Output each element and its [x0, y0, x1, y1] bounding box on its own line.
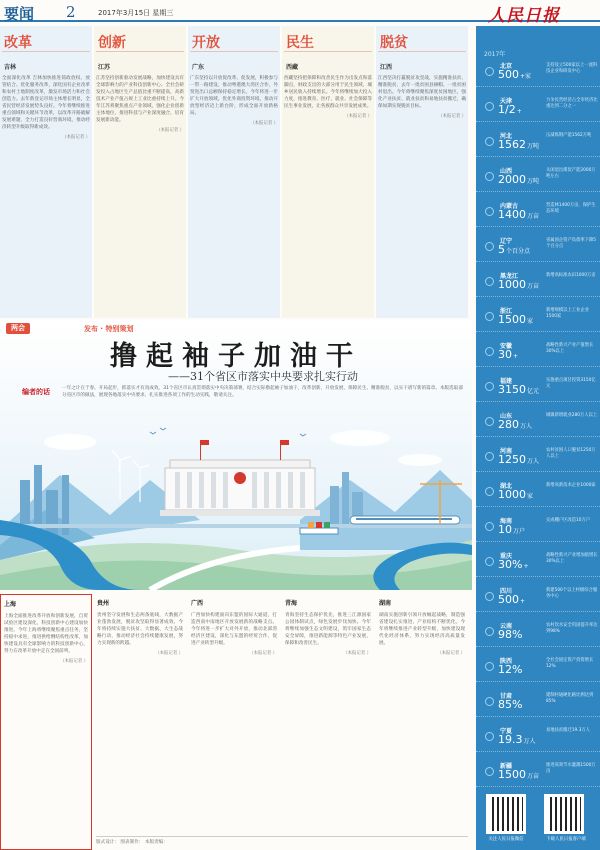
stats-list-item	[476, 583, 600, 612]
article-source: （本报记者 ）	[343, 651, 371, 656]
province-name: 山东	[500, 413, 513, 420]
province-label: 江西	[380, 64, 393, 71]
rail-bridge	[0, 524, 472, 528]
section-flag: 两会	[6, 323, 30, 334]
stat-value: 500	[498, 68, 519, 81]
stat-description: 完成棚户区改造10万户	[546, 518, 591, 523]
province-name: 海南	[500, 518, 513, 525]
stat-description: 营造林1400万亩，保护生态环境	[546, 203, 596, 214]
stat-unit: +家	[520, 73, 532, 80]
province-name: 福建	[500, 378, 513, 385]
province-name: 河北	[500, 133, 513, 140]
stat-description: 新增规模以上工业企业1500家	[546, 308, 589, 319]
stat-value-group	[498, 698, 523, 711]
stat-value: 1400	[498, 208, 526, 221]
stat-unit: 家	[527, 318, 534, 325]
stat-value-group	[498, 733, 536, 746]
province-label: 上海	[4, 601, 17, 608]
stat-value: 98%	[498, 628, 523, 641]
province-label: 湖南	[379, 600, 392, 607]
stat-value-group	[498, 523, 525, 536]
stats-list-item	[476, 618, 600, 647]
stat-value-group	[498, 383, 539, 396]
masthead	[0, 0, 600, 26]
stat-value-group	[498, 593, 525, 606]
province-name: 河南	[500, 448, 513, 455]
circle-icon	[485, 137, 494, 146]
stats-list-item	[476, 373, 600, 402]
article-source: （本报记者 ）	[438, 114, 466, 119]
column-heading: 改革	[2, 26, 90, 52]
subheadline: ——31个省区市落实中央要求扎实行动	[168, 370, 358, 383]
article-body: 贵州坚守发展和生态两条底线，大数据产业蓬勃发展，脱贫攻坚取得显著成效。今年将持续实施大扶贫、大数据、大生态战略行动，推动经济社会持续健康发展，努力实现新的跨越。	[97, 613, 183, 646]
headline: 撸起袖子加油干	[110, 341, 362, 372]
feature-banner	[0, 320, 472, 590]
stat-value: 85%	[498, 698, 523, 711]
column-hunan	[376, 594, 468, 850]
circle-icon	[485, 697, 494, 706]
stat-value-group	[498, 558, 528, 571]
stats-list-item	[476, 408, 600, 437]
stat-value: 1562	[498, 138, 526, 151]
province-name: 云南	[500, 623, 513, 630]
circle-icon	[485, 487, 494, 496]
stat-unit: 万人	[520, 423, 533, 430]
stats-list-item	[476, 548, 600, 577]
province-name: 安徽	[500, 343, 513, 350]
province-name: 黑龙江	[500, 273, 519, 280]
stat-unit: 万亩	[527, 283, 540, 290]
qr-label: 下载人民日报客户端	[546, 837, 586, 842]
column-heading: 开放	[190, 26, 278, 52]
province-label: 西藏	[286, 64, 299, 71]
circle-icon	[485, 417, 494, 426]
article-body: 湖南实施创新引领开放崛起战略，制造强省建设扎实推进，产业结构不断优化。今年将继续推进产业转型升级，加快建设现代化经济体系，努力实现经济高质量发展。	[379, 613, 465, 646]
mountain-right	[300, 470, 472, 550]
province-name: 新疆	[500, 763, 513, 770]
stat-unit: +	[520, 598, 526, 605]
stat-value: 1000	[498, 488, 526, 501]
credits-line: 版式设计： 图表制作： 本版责编：	[96, 836, 468, 845]
circle-icon	[485, 627, 494, 636]
province-label: 广东	[192, 64, 205, 71]
qr-codes	[480, 794, 596, 846]
stats-list-item	[476, 478, 600, 507]
stats-list-item	[476, 653, 600, 682]
stat-value: 5	[498, 243, 505, 256]
province-name: 四川	[500, 588, 513, 595]
province-stats-sidebar	[476, 26, 600, 850]
article-source: （本报记者 ）	[62, 135, 90, 140]
stats-list-item	[476, 758, 600, 787]
article-body: 江西坚决打赢脱贫攻坚战，实施精准扶贫、精准脱贫，去年一批贫困县摘帽、一批贫困村退出。今年将继续聚焦深度贫困地区，强化产业扶贫、就业扶贫和易地扶贫搬迁，确保如期实现脱贫目标。	[378, 76, 466, 109]
column-heading: 创新	[96, 26, 184, 52]
qr-label: 关注人民日报微信	[488, 837, 524, 842]
stat-description: 建制村通硬化路比例达到85%	[546, 693, 594, 704]
stat-value-group	[498, 208, 539, 221]
article-source: （本报记者 ）	[155, 651, 183, 656]
stat-value-group	[498, 348, 518, 361]
stats-list-item	[476, 93, 600, 122]
stat-description: 战略性新兴产业增加值增长30%以上	[546, 553, 598, 564]
stat-value-group	[498, 278, 539, 291]
province-name: 甘肃	[500, 693, 513, 700]
stat-value-group	[498, 313, 533, 326]
circle-icon	[485, 732, 494, 741]
stat-value: 19.3	[498, 733, 523, 746]
red-flag-icon	[200, 440, 289, 460]
stat-unit: 万亩	[527, 213, 540, 220]
circle-icon	[485, 767, 494, 776]
province-label: 广西	[191, 600, 204, 607]
province-name: 宁夏	[500, 728, 513, 735]
article-body: 广东坚持以开放促改革、促发展，积极参与一带一路建设，推动粤港澳大湾区合作，外贸进出口总额保持稳定增长。今年将进一步扩大开放领域，优化外商投资环境，推动开放型经济迈上新台阶，形成全面开放新格局。	[190, 76, 278, 116]
article-body: 上海全面推进改革开放和创新发展，自贸试验区建设深化，科技创新中心建设加快推进。今年上海将继续聚焦重点任务，坚持稳中求进，推进供给侧结构性改革，加快建设具有全球影响力的科技创新中心，努力在改革开放中走在全国前列。	[4, 614, 88, 654]
stat-description: 新增高新技术企业1000家	[546, 483, 596, 488]
stat-unit: +	[516, 108, 522, 115]
column-innovation	[94, 26, 186, 318]
qr-code-icon[interactable]	[544, 794, 584, 834]
stat-unit: 万亩	[527, 773, 540, 780]
stat-value: 12%	[498, 663, 523, 676]
column-reform	[0, 26, 92, 318]
circle-icon	[485, 242, 494, 251]
column-heading: 民生	[284, 26, 372, 52]
qr-code-icon[interactable]	[486, 794, 526, 834]
column-guizhou	[94, 594, 186, 850]
stat-unit: 万人	[523, 738, 536, 745]
stat-value: 500	[498, 593, 519, 606]
stats-list-item	[476, 723, 600, 752]
stat-unit: 万人	[527, 458, 540, 465]
stat-value-group	[498, 453, 539, 466]
stat-value-group	[498, 663, 523, 676]
article-body: 江苏坚持创新驱动发展战略，加快建设具有全球影响力的产业科技创新中心。全社会研发投入占地区生产总值比重不断提高，高新技术产业产值占规上工业比重持续上升。今年江苏将聚焦重点产业领域，强化企业创新主体地位，推进科技与产业深度融合，培育发展新动能。	[96, 76, 184, 123]
circle-icon	[485, 277, 494, 286]
province-name: 北京	[500, 63, 513, 70]
stat-description: 压减炼钢产能1562万吨	[546, 133, 592, 138]
stats-list-item	[476, 443, 600, 472]
stats-list-item	[476, 513, 600, 542]
article-body: 青海坚持生态保护优先，推进三江源国家公园体制试点，绿色发展步伐加快。今年将继续加强生态文明建设，筑牢国家生态安全屏障，推进新能源等特色产业发展，保障和改善民生。	[285, 613, 371, 646]
province-label: 吉林	[4, 64, 17, 71]
stats-list-item	[476, 268, 600, 297]
stat-description: 力争民营经济占全市经济比重达到二分之一	[546, 98, 598, 109]
article-source: （本报记者 ）	[60, 659, 88, 664]
circle-icon	[485, 347, 494, 356]
stats-list-item	[476, 303, 600, 332]
stat-description: 易地扶贫搬迁19.3万人	[546, 728, 590, 733]
circle-icon	[485, 522, 494, 531]
stats-list-item	[476, 688, 600, 717]
stat-value: 1250	[498, 453, 526, 466]
stat-description: 新建500个以上村级综合服务中心	[546, 588, 598, 599]
province-label: 贵州	[97, 600, 110, 607]
stat-value-group	[498, 768, 539, 781]
stat-value: 30%	[498, 558, 523, 571]
stat-value: 10	[498, 523, 512, 536]
sidebar-year: 2017年	[484, 51, 506, 58]
stat-value: 1/2	[498, 103, 516, 116]
stat-value: 280	[498, 418, 519, 431]
stats-list-item	[476, 128, 600, 157]
stat-description: 新增高标准农田1000万亩	[546, 273, 596, 278]
circle-icon	[485, 662, 494, 671]
top-columns	[0, 26, 472, 318]
stat-value-group	[498, 68, 531, 81]
stat-description: 农村贫困人口脱贫1250万人以上	[546, 448, 596, 459]
bird-icon	[150, 428, 306, 436]
stats-list-item	[476, 58, 600, 87]
issue-date: 2017年3月15日 星期三	[98, 9, 174, 17]
stat-value-group	[498, 138, 539, 151]
article-source: （本报记者 ）	[249, 651, 277, 656]
stat-value: 30	[498, 348, 512, 361]
page-number: 2	[66, 3, 76, 21]
column-shanghai	[0, 594, 92, 850]
province-label: 江苏	[98, 64, 111, 71]
article-body: 全面深化改革 吉林加快推进简政放权、放管结合、优化服务改革，深化国有企业改革和农村土地制度改革，激发市场活力和社会创造力。去年新登记市场主体增长明显，全省民营经济发展势头良好。今年将继续推进重点领域和关键环节改革，以改革开路破解发展难题，全力打造良好营商环境，推动经济转型升级取得新成效。	[2, 76, 90, 130]
column-heading: 脱贫	[378, 26, 466, 52]
circle-icon	[485, 172, 494, 181]
circle-icon	[485, 207, 494, 216]
circle-icon	[485, 452, 494, 461]
stat-value: 3150	[498, 383, 526, 396]
article-source: （本报记者 ）	[250, 121, 278, 126]
province-name: 重庆	[500, 553, 513, 560]
province-name: 陕西	[500, 658, 513, 665]
stat-value-group	[498, 103, 522, 116]
province-name: 天津	[500, 98, 513, 105]
province-name: 浙江	[500, 308, 513, 315]
stat-value: 1500	[498, 313, 526, 326]
stat-value: 1000	[498, 278, 526, 291]
stat-description: 全社会固定资产投资增长12%	[546, 658, 594, 669]
stat-description: 城镇新增就业280万人以上	[546, 413, 598, 418]
province-name: 山西	[500, 168, 513, 175]
stat-value-group	[498, 173, 539, 186]
national-emblem-icon	[234, 472, 246, 484]
stat-unit: 家	[527, 493, 534, 500]
section-tag: 要闻	[4, 5, 35, 23]
article-body: 西藏坚持把保障和改善民生作为出发点和落脚点，财政支出的大部分用于民生领域，城乡居民收入持续增长。今年将继续加大投入力度，推进教育、医疗、就业、社会保障等民生事业发展，让各族群众共享发展成果。	[284, 76, 372, 109]
editor-note-label: 编者的话	[22, 388, 50, 396]
stat-value-group	[498, 418, 532, 431]
stat-unit: 万吨	[527, 178, 540, 185]
stat-unit: 个百分点	[506, 248, 531, 255]
stat-description: 省属国企资产负债率下降5个百分点	[546, 238, 596, 249]
stat-value: 2000	[498, 173, 526, 186]
section-flag-subtitle: 发布 · 特别策划	[84, 325, 134, 333]
bottom-columns	[0, 594, 472, 850]
stat-value-group	[498, 243, 530, 256]
province-label: 青海	[285, 600, 298, 607]
stats-list-item	[476, 163, 600, 192]
article-source: （本报记者 ）	[156, 128, 184, 133]
circle-icon	[485, 67, 494, 76]
circle-icon	[485, 382, 494, 391]
article-source: （本报记者 ）	[437, 651, 465, 656]
editor-note-text: 一年之计在于春。开局起步，抓落实才有真成效。31个省区市认真贯彻落实中央决策部署，结合实际撸起袖子加油干，改革创新、开放发展、保障民生、精准脱贫，以实干谱写新的篇章。本版选取部分省区市的做法，展现各地落实中央要求、扎实推进各项工作的生动实践，敬请关注。	[62, 386, 463, 398]
circle-icon	[485, 102, 494, 111]
circle-icon	[485, 592, 494, 601]
stat-description: 支持设立500家以上一流科技企业和研发中心	[546, 63, 598, 74]
province-name: 内蒙古	[500, 203, 519, 210]
newspaper-logo: 人民日报	[488, 6, 560, 26]
stat-description: 关闭退出煤炭产能2000万吨左右	[546, 168, 596, 179]
province-name: 辽宁	[500, 238, 513, 245]
column-guangxi	[188, 594, 280, 850]
column-qinghai	[282, 594, 374, 850]
column-poverty	[376, 26, 468, 318]
high-speed-train-icon	[350, 516, 460, 524]
stat-description: 战略性新兴产业产值增长30%以上	[546, 343, 594, 354]
stat-unit: 万户	[513, 528, 526, 535]
stat-value-group	[498, 488, 533, 501]
stat-value-group	[498, 628, 523, 641]
stats-list-item	[476, 338, 600, 367]
circle-icon	[485, 557, 494, 566]
stat-unit: 万吨	[527, 143, 540, 150]
stat-description: 农村饮水安全巩固提升率达到98%	[546, 623, 598, 634]
landscape-illustration	[0, 420, 472, 590]
column-livelihood	[282, 26, 374, 318]
stat-unit: 亿元	[527, 388, 540, 395]
stat-unit: +	[513, 353, 519, 360]
stats-list-item	[476, 198, 600, 227]
stat-description: 推进高效节水灌溉1500万亩	[546, 763, 596, 774]
stat-value: 1500	[498, 768, 526, 781]
article-source: （本报记者 ）	[344, 114, 372, 119]
column-opening	[188, 26, 280, 318]
circle-icon	[485, 312, 494, 321]
province-name: 湖北	[500, 483, 513, 490]
article-body: 广西加快构建面向东盟的国际大通道，打造西南中南地区开放发展新的战略支点。今年将进一步扩大对外开放，推动北部湾经济区建设，深化与东盟的经贸合作，促进产业转型升级。	[191, 613, 277, 646]
great-hall-building	[160, 440, 320, 516]
stat-unit: +	[523, 563, 529, 570]
stats-list-item	[476, 233, 600, 262]
stat-description: 实施重点项目投资3150亿元	[546, 378, 596, 389]
